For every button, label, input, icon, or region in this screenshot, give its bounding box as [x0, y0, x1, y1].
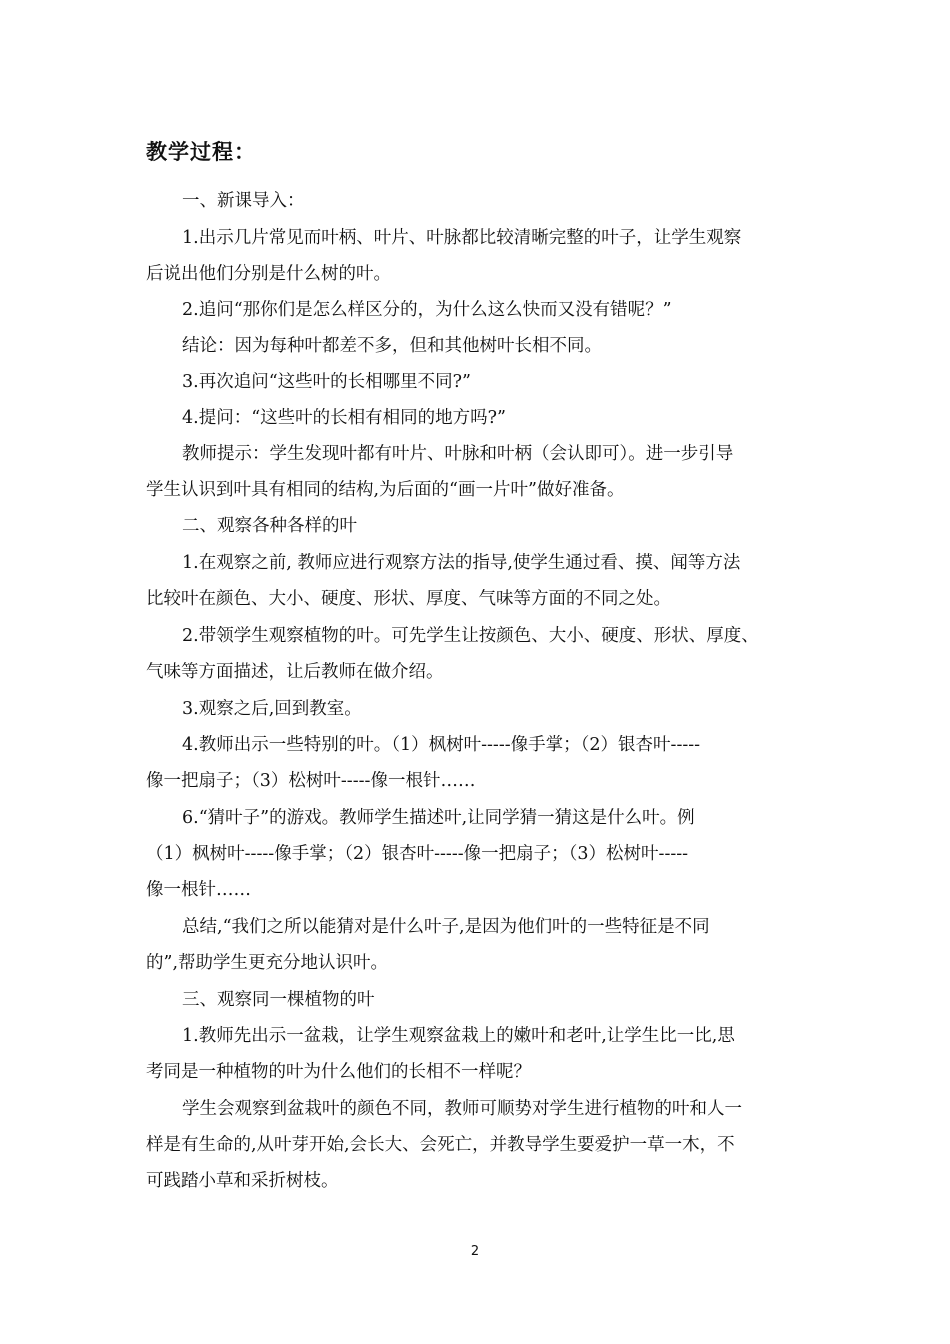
- paragraph-line: 像一把扇子；（3）松树叶-----像一根针……: [146, 771, 476, 791]
- paragraph-line: 6.“猜叶子”的游戏。教师学生描述叶,让同学猜一猜这是什么叶。例: [182, 808, 695, 828]
- heading-same-plant: 三、观察同一棵植物的叶: [182, 990, 375, 1010]
- paragraph-line: 后说出他们分别是什么树的叶。: [146, 264, 391, 284]
- paragraph-line: 气味等方面描述，让后教师在做介绍。: [146, 662, 444, 682]
- paragraph-line: （1）枫树叶-----像手掌；（2）银杏叶-----像一把扇子；（3）松树叶-----: [146, 844, 689, 864]
- paragraph-line: 2.追问“那你们是怎么样区分的，为什么这么快而又没有错呢？”: [182, 300, 672, 320]
- paragraph-line: 总结,“我们之所以能猜对是什么叶子,是因为他们叶的一些特征是不同: [182, 917, 710, 937]
- paragraph-line: 结论：因为每种叶都差不多，但和其他树叶长相不同。: [182, 336, 602, 356]
- paragraph-line: 学生会观察到盆栽叶的颜色不同，教师可顺势对学生进行植物的叶和人一: [182, 1099, 742, 1119]
- paragraph-line: 2.带领学生观察植物的叶。可先学生让按颜色、大小、硬度、形状、厚度、: [182, 626, 759, 646]
- paragraph-line: 可践踏小草和采折树枝。: [146, 1171, 339, 1191]
- heading-new-lesson: 一、新课导入：: [182, 191, 305, 211]
- paragraph-line: 比较叶在颜色、大小、硬度、形状、厚度、气味等方面的不同之处。: [146, 589, 671, 609]
- paragraph-line: 学生认识到叶具有相同的结构,为后面的“画一片叶”做好准备。: [146, 480, 625, 500]
- paragraph-line: 4.教师出示一些特别的叶。（1）枫树叶-----像手掌；（2）银杏叶-----: [182, 735, 701, 755]
- paragraph-line: 1.出示几片常见而叶柄、叶片、叶脉都比较清晰完整的叶子，让学生观察: [182, 228, 742, 248]
- page-number: 2: [470, 1244, 480, 1259]
- heading-observe-leaves: 二、观察各种各样的叶: [182, 516, 357, 536]
- section-title: 教学过程：: [146, 140, 256, 164]
- paragraph-line: 的”,帮助学生更充分地认识叶。: [146, 953, 389, 973]
- paragraph-line: 1.在观察之前, 教师应进行观察方法的指导,使学生通过看、摸、闻等方法: [182, 553, 741, 573]
- paragraph-line: 考同是一种植物的叶为什么他们的长相不一样呢？: [146, 1062, 531, 1082]
- paragraph-line: 3.观察之后,回到教室。: [182, 699, 362, 719]
- paragraph-line: 1.教师先出示一盆栽，让学生观察盆栽上的嫩叶和老叶,让学生比一比,思: [182, 1026, 735, 1046]
- paragraph-line: 像一根针……: [146, 880, 251, 900]
- paragraph-line: 3.再次追问“这些叶的长相哪里不同?”: [182, 372, 471, 392]
- paragraph-line: 4.提问：“这些叶的长相有相同的地方吗?”: [182, 408, 506, 428]
- paragraph-line: 教师提示：学生发现叶都有叶片、叶脉和叶柄（会认即可）。进一步引导: [182, 444, 734, 464]
- paragraph-line: 样是有生命的,从叶芽开始,会长大、会死亡，并教导学生要爱护一草一木，不: [146, 1135, 735, 1155]
